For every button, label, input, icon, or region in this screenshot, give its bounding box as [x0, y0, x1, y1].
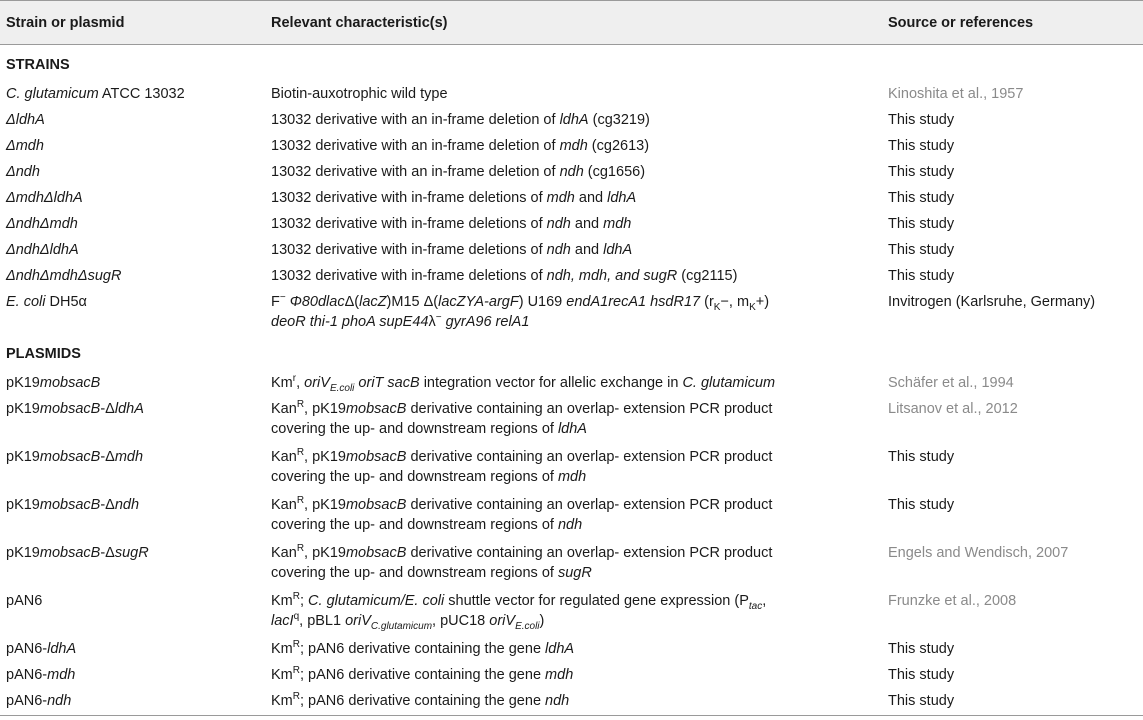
plasmid-source: This study [888, 641, 955, 657]
plasmid-name: pK19mobsacB-ΔldhA [6, 401, 144, 417]
strain-description: 13032 derivative with in-frame deletions of ndh and ldhA [271, 242, 633, 258]
plasmid-description: $Km^R$; pAN6 derivative containing the gene mdh [271, 665, 574, 683]
table-row [0, 444, 1143, 492]
table-row [0, 289, 1143, 336]
table-row [0, 263, 1143, 289]
plasmid-source: This study [888, 497, 955, 513]
strain-source: This study [888, 164, 955, 180]
section-title-strains: STRAINS [6, 57, 70, 73]
strain-name: C. glutamicum ATCC 13032 [6, 86, 185, 102]
strain-description: 13032 derivative with in-frame deletions of ndh, mdh, and sugR (cg2115) [271, 268, 738, 284]
strain-description: 13032 derivative with in-frame deletions of mdh and ldhA [271, 190, 637, 206]
plasmid-source: Frunzke et al., 2008 [888, 593, 1017, 609]
plasmid-name: pK19mobsacB-ΔsugR [6, 545, 149, 561]
header-strain-or-plasmid: Strain or plasmid [0, 1, 265, 45]
strain-name: ΔndhΔmdhΔsugR [6, 268, 122, 284]
strain-name: ΔldhA [6, 112, 45, 128]
table-row [0, 396, 1143, 444]
plasmid-description: $Km^R$; pAN6 derivative containing the gene ndh [265, 688, 882, 716]
plasmid-name: pK19mobsacB [6, 375, 101, 391]
strain-source: This study [888, 112, 955, 128]
strain-name: Δmdh [6, 138, 44, 154]
plasmid-name: pK19mobsacB-Δmdh [6, 449, 144, 465]
table-row [0, 133, 1143, 159]
plasmid-name: pAN6-ldhA [6, 641, 77, 657]
table-row [0, 159, 1143, 185]
plasmid-name: pK19mobsacB-Δndh [6, 497, 140, 513]
plasmid-source: Litsanov et al., 2012 [888, 401, 1018, 417]
strain-name: ΔndhΔldhA [6, 242, 79, 258]
table-row [0, 492, 1143, 540]
strain-source: This study [888, 216, 955, 232]
plasmid-description: Kan$^R$, pK19mobsacB derivative containing an overlap- extension PCR product covering the up- and downstream regions of ndh [271, 495, 773, 533]
strain-source: Invitrogen (Karlsruhe, Germany) [888, 294, 1096, 310]
strain-source: This study [888, 268, 955, 284]
strain-description: F− Φ80dlacΔ(lacZ)M15 Δ(lacZYA-argF) U169 endA1recA1 hsdR17 ($r_K-$, $m_K+$) deoR thi-1 phoA supE44λ− gyrA96 relA1 [271, 292, 770, 330]
section-title-plasmids: PLASMIDS [6, 346, 81, 362]
strain-description: 13032 derivative with in-frame deletions of ndh and mdh [271, 216, 632, 232]
strain-name: E. coli DH5α [6, 294, 87, 310]
strain-description: 13032 derivative with an in-frame deletion of ldhA (cg3219) [271, 112, 650, 128]
plasmid-name: pAN6-mdh [6, 667, 76, 683]
plasmid-source: This study [882, 688, 1143, 716]
strain-source: This study [888, 138, 955, 154]
plasmid-description: Kan$^R$, pK19mobsacB derivative containing an overlap- extension PCR product covering the up- and downstream regions of mdh [271, 447, 773, 485]
section-row-strains [0, 45, 1143, 82]
strain-source: Kinoshita et al., 1957 [888, 86, 1024, 102]
plasmid-name: pAN6-ndh [0, 688, 265, 716]
table-row [0, 185, 1143, 211]
strain-description: Biotin-auxotrophic wild type [271, 86, 448, 102]
header-source-or-references: Source or references [882, 1, 1143, 45]
plasmid-source: Schäfer et al., 1994 [888, 375, 1014, 391]
section-row-plasmids [0, 336, 1143, 370]
table-row [0, 107, 1143, 133]
plasmid-description: Kan$^R$, pK19mobsacB derivative containing an overlap- extension PCR product covering the up- and downstream regions of ldhA [271, 399, 773, 437]
strain-description: 13032 derivative with an in-frame deletion of ndh (cg1656) [271, 164, 646, 180]
table-row [0, 540, 1143, 588]
plasmid-name: pAN6 [6, 593, 43, 609]
plasmid-source: This study [888, 667, 955, 683]
plasmid-source: This study [888, 449, 955, 465]
strain-source: This study [888, 242, 955, 258]
plasmid-description: Km$^r$, oriV$_{E.coli}$ oriT sacB integration vector for allelic exchange in C. glutamicum [271, 373, 776, 394]
table-header-row [0, 1, 1143, 45]
plasmid-source: Engels and Wendisch, 2007 [888, 545, 1069, 561]
table-row [0, 237, 1143, 263]
plasmid-description: Kan$^R$, pK19mobsacB derivative containing an overlap- extension PCR product covering the up- and downstream regions of sugR [271, 543, 773, 581]
header-relevant-characteristics: Relevant characteristic(s) [265, 1, 882, 45]
strain-name: Δndh [6, 164, 40, 180]
strain-name: ΔndhΔmdh [6, 216, 78, 232]
table-row [0, 370, 1143, 396]
table-row [0, 688, 1143, 716]
strain-description: 13032 derivative with an in-frame deletion of mdh (cg2613) [271, 138, 650, 154]
table-row [0, 636, 1143, 662]
table-row [0, 81, 1143, 107]
plasmid-description: $Km^R$; C. glutamicum/E. coli shuttle vector for regulated gene expression ($P_{tac}$, lacI$^q$, pBL1 oriV$_{C.glutamicum}$, pUC18 oriV$_{E.coli}$) [271, 591, 767, 632]
plasmid-description: $Km^R$; pAN6 derivative containing the gene ldhA [271, 639, 575, 657]
table-row [0, 662, 1143, 688]
strain-source: This study [888, 190, 955, 206]
table-row [0, 588, 1143, 636]
table-row [0, 211, 1143, 237]
strain-name: ΔmdhΔldhA [6, 190, 83, 206]
